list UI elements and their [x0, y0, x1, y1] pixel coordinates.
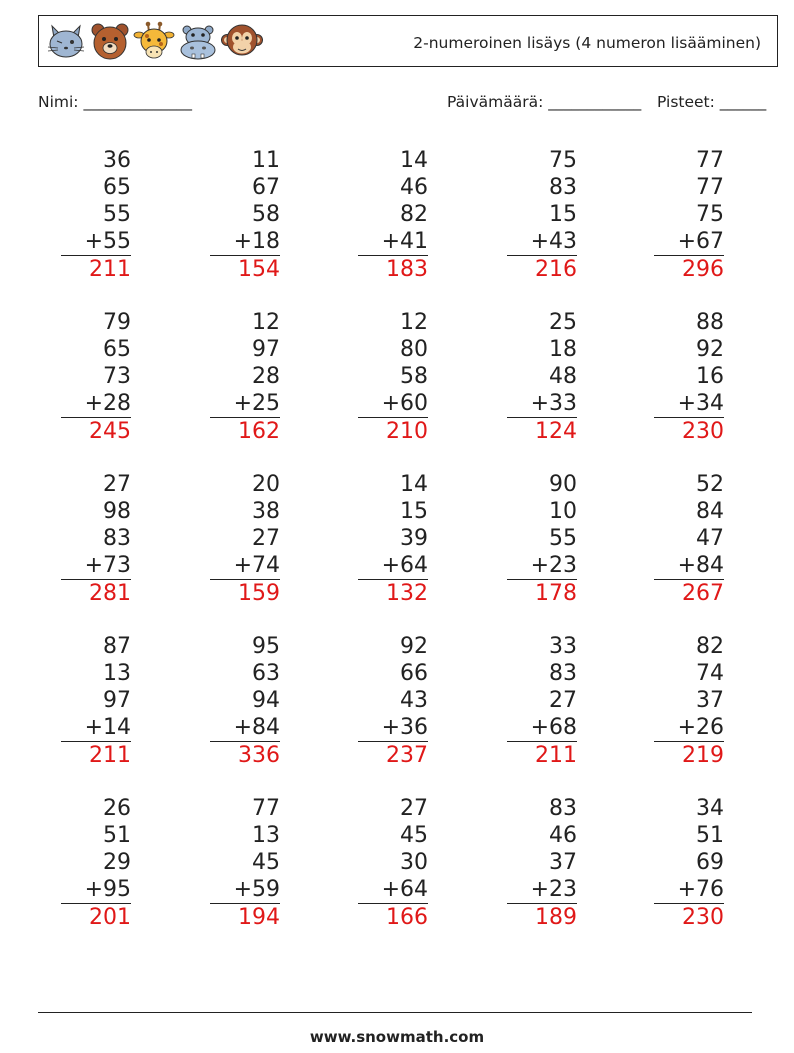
- addend: 37: [549, 850, 577, 875]
- answer: 267: [682, 581, 724, 606]
- addend: 16: [696, 364, 724, 389]
- addend: 77: [696, 175, 724, 200]
- addend-with-plus: +59: [210, 876, 280, 904]
- addend: 65: [103, 175, 131, 200]
- answer: 216: [535, 257, 577, 282]
- addend: 25: [549, 310, 577, 335]
- answer: 230: [682, 419, 724, 444]
- addend: 87: [103, 634, 131, 659]
- addend: 46: [549, 823, 577, 848]
- addend-with-plus: +41: [358, 228, 428, 256]
- addend: 15: [400, 499, 428, 524]
- addend: 58: [400, 364, 428, 389]
- addition-problem: [507, 147, 577, 283]
- addend: 83: [549, 175, 577, 200]
- addend-with-plus: +26: [654, 714, 724, 742]
- addend: 15: [549, 202, 577, 227]
- footer-divider: [38, 1012, 752, 1013]
- addition-problem: [358, 309, 428, 445]
- addend-with-plus: +68: [507, 714, 577, 742]
- addition-problem: [210, 309, 280, 445]
- addend: 30: [400, 850, 428, 875]
- addend: 26: [103, 796, 131, 821]
- addend-with-plus: +25: [210, 390, 280, 418]
- answer: 162: [238, 419, 280, 444]
- addend-with-plus: +64: [358, 552, 428, 580]
- answer: 201: [89, 905, 131, 930]
- addend-with-plus: +28: [61, 390, 131, 418]
- addend: 11: [252, 148, 280, 173]
- addend: 43: [400, 688, 428, 713]
- addition-problem: [654, 471, 724, 607]
- addend: 75: [549, 148, 577, 173]
- addend: 63: [252, 661, 280, 686]
- addition-problem: [210, 795, 280, 931]
- addend: 77: [252, 796, 280, 821]
- answer: 211: [89, 257, 131, 282]
- score-field: Pisteet: ______: [657, 93, 767, 111]
- bear-icon: [89, 20, 131, 62]
- addend-with-plus: +33: [507, 390, 577, 418]
- addition-problem: [210, 471, 280, 607]
- addend: 69: [696, 850, 724, 875]
- addend: 95: [252, 634, 280, 659]
- addend: 18: [549, 337, 577, 362]
- addend: 46: [400, 175, 428, 200]
- answer: 245: [89, 419, 131, 444]
- addition-problem: [210, 633, 280, 769]
- addend: 27: [252, 526, 280, 551]
- addition-problem: [61, 309, 131, 445]
- answer: 124: [535, 419, 577, 444]
- addend-with-plus: +84: [654, 552, 724, 580]
- addend: 14: [400, 148, 428, 173]
- addend-with-plus: +64: [358, 876, 428, 904]
- addend: 37: [696, 688, 724, 713]
- addend: 10: [549, 499, 577, 524]
- addition-problem: [61, 471, 131, 607]
- addend: 36: [103, 148, 131, 173]
- answer: 219: [682, 743, 724, 768]
- addend: 92: [400, 634, 428, 659]
- addend-with-plus: +67: [654, 228, 724, 256]
- addend: 34: [696, 796, 724, 821]
- addend-with-plus: +36: [358, 714, 428, 742]
- giraffe-icon: [133, 20, 175, 62]
- addend: 48: [549, 364, 577, 389]
- answer: 210: [386, 419, 428, 444]
- hippo-icon: [177, 20, 219, 62]
- addend: 33: [549, 634, 577, 659]
- addition-problem: [507, 795, 577, 931]
- addend-with-plus: +76: [654, 876, 724, 904]
- cat-icon: [45, 20, 87, 62]
- answer: 194: [238, 905, 280, 930]
- addition-problem: [507, 471, 577, 607]
- addend: 13: [103, 661, 131, 686]
- addend: 79: [103, 310, 131, 335]
- addend: 55: [103, 202, 131, 227]
- answer: 178: [535, 581, 577, 606]
- addend: 74: [696, 661, 724, 686]
- addend: 47: [696, 526, 724, 551]
- addend: 67: [252, 175, 280, 200]
- addend-with-plus: +95: [61, 876, 131, 904]
- addend: 92: [696, 337, 724, 362]
- worksheet-header: [38, 15, 778, 67]
- addend: 83: [549, 661, 577, 686]
- addition-problem: [358, 795, 428, 931]
- addition-problem: [654, 795, 724, 931]
- addend: 27: [400, 796, 428, 821]
- answer: 237: [386, 743, 428, 768]
- addend: 20: [252, 472, 280, 497]
- addend: 13: [252, 823, 280, 848]
- addend-with-plus: +23: [507, 552, 577, 580]
- addition-problem: [358, 633, 428, 769]
- addend: 28: [252, 364, 280, 389]
- addition-problem: [654, 147, 724, 283]
- monkey-icon: [221, 20, 263, 62]
- addend: 97: [103, 688, 131, 713]
- date-field: Päivämäärä: ____________: [447, 93, 642, 111]
- answer: 211: [535, 743, 577, 768]
- answer: 336: [238, 743, 280, 768]
- addend: 38: [252, 499, 280, 524]
- addend: 88: [696, 310, 724, 335]
- addend: 73: [103, 364, 131, 389]
- answer: 154: [238, 257, 280, 282]
- addend: 12: [400, 310, 428, 335]
- addend-with-plus: +74: [210, 552, 280, 580]
- addend: 90: [549, 472, 577, 497]
- addition-problem: [358, 471, 428, 607]
- answer: 230: [682, 905, 724, 930]
- addend: 94: [252, 688, 280, 713]
- addend-with-plus: +23: [507, 876, 577, 904]
- addend: 97: [252, 337, 280, 362]
- addend: 83: [549, 796, 577, 821]
- answer: 183: [386, 257, 428, 282]
- addend: 45: [252, 850, 280, 875]
- addition-problem: [61, 633, 131, 769]
- addend-with-plus: +55: [61, 228, 131, 256]
- addend-with-plus: +60: [358, 390, 428, 418]
- addition-problem: [61, 147, 131, 283]
- addend-with-plus: +84: [210, 714, 280, 742]
- addition-problem: [507, 309, 577, 445]
- addend: 45: [400, 823, 428, 848]
- addition-problem: [507, 633, 577, 769]
- answer: 132: [386, 581, 428, 606]
- addend: 84: [696, 499, 724, 524]
- answer: 281: [89, 581, 131, 606]
- addend: 39: [400, 526, 428, 551]
- addend: 27: [549, 688, 577, 713]
- answer: 159: [238, 581, 280, 606]
- answer: 189: [535, 905, 577, 930]
- addend: 82: [696, 634, 724, 659]
- footer-site: www.snowmath.com: [309, 1028, 485, 1046]
- worksheet-title: 2-numeroinen lisäys (4 numeron lisääminen): [413, 34, 761, 52]
- addition-problem: [210, 147, 280, 283]
- addend: 75: [696, 202, 724, 227]
- animal-strip: [45, 20, 263, 64]
- addend: 65: [103, 337, 131, 362]
- addend: 55: [549, 526, 577, 551]
- addition-problem: [654, 633, 724, 769]
- addend-with-plus: +14: [61, 714, 131, 742]
- addend: 66: [400, 661, 428, 686]
- addend: 27: [103, 472, 131, 497]
- answer: 211: [89, 743, 131, 768]
- addition-problem: [654, 309, 724, 445]
- addend-with-plus: +73: [61, 552, 131, 580]
- answer: 166: [386, 905, 428, 930]
- addend: 51: [103, 823, 131, 848]
- addend-with-plus: +34: [654, 390, 724, 418]
- addition-problem: [61, 795, 131, 931]
- addend-with-plus: +18: [210, 228, 280, 256]
- addend: 51: [696, 823, 724, 848]
- addend: 77: [696, 148, 724, 173]
- addend-with-plus: +43: [507, 228, 577, 256]
- addend: 80: [400, 337, 428, 362]
- addend: 14: [400, 472, 428, 497]
- name-field: Nimi: ______________: [38, 93, 192, 111]
- addend: 52: [696, 472, 724, 497]
- addend: 58: [252, 202, 280, 227]
- addition-problem: [358, 147, 428, 283]
- addend: 29: [103, 850, 131, 875]
- addend: 83: [103, 526, 131, 551]
- answer: 296: [682, 257, 724, 282]
- addend: 12: [252, 310, 280, 335]
- addend: 98: [103, 499, 131, 524]
- addend: 82: [400, 202, 428, 227]
